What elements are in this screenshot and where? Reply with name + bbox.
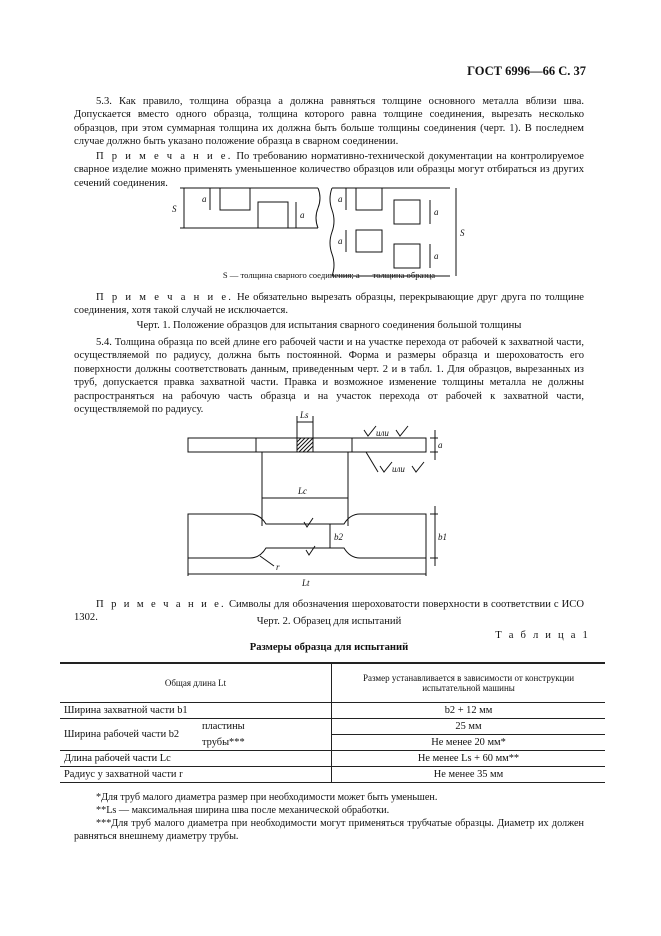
note-3-text: Символы для обозначения шероховатости поверхности в соответствии с ИСО 1302. (74, 599, 585, 624)
note-1-label: П р и м е ч а н и е. (96, 151, 233, 162)
paragraph-5-4: 5.4. Толщина образца по всей длине его рабочей части и на участке перехода от рабочей к захватной части, осуществляемой по радиусу, должна быть постоянной. Форма и размеры образца и шероховатость его поверхности должны соответствовать данным, приведенным черт. 2 и в табл. 1. Для образцов, вырезанных из труб, допускается правка захватной части. Правка и возможное изменение толщины металла не должны распространяться на рабочую часть образца и на участок перехода от рабочей к захватной части, осуществляемой по радиусу. (74, 337, 584, 416)
table-cell: Не менее 35 мм (332, 767, 606, 783)
note-1-text: По требованию нормативно-технической документации на контролируемое сварное изделие можно применять уменьшенное количество образцов или образцы могут отбираться из других сечений соединения. (74, 151, 585, 189)
fig1-right-spec-1 (356, 188, 382, 210)
table-cell: Ширина захватной части b1 (60, 703, 332, 719)
table-cell: 25 мм (332, 719, 606, 735)
table-cell: Длина рабочей части Lc (60, 751, 332, 767)
fig1-right-spec-2 (394, 200, 420, 224)
table-cell: Не менее Ls + 60 мм** (332, 751, 606, 767)
fig1-label-s-right: S (460, 228, 465, 238)
table-head-right: Размер устанавливается в зависимости от конструкции испытательной машины (332, 663, 606, 703)
fig1-right-spec-4 (394, 244, 420, 268)
fig2-label-or-1: или (376, 428, 389, 438)
table-cell: пластины (202, 721, 245, 733)
fig2-roughness-symbol-6 (306, 546, 315, 555)
fig1-label-s-left: S (172, 204, 177, 214)
fig1-label-a-3: a (338, 194, 343, 204)
fig1-right-break-line (330, 188, 334, 276)
footnote-2: **Ls — максимальная ширина шва после механической обработки. (96, 805, 390, 816)
footnote-1: *Для труб малого диаметра размер при необходимости может быть уменьшен. (96, 792, 438, 803)
fig1-left-specimen-lower (258, 202, 288, 228)
figure-1 (150, 184, 480, 282)
fig2-roughness-symbol-1 (364, 426, 376, 436)
table-cell: Радиус у захватной части r (60, 767, 332, 783)
fig2-label-lt: Lt (302, 578, 310, 588)
fig1-left-break-line (316, 188, 320, 228)
footnote-3: ***Для труб малого диаметра при необходимости могут применяться трубчатые образцы. Диаметр их должен равняться внешнему диаметру трубы. (74, 818, 584, 842)
fig1-label-a-6: a (434, 251, 439, 261)
fig1-label-a-2: a (300, 210, 305, 220)
dimensions-table (60, 662, 605, 783)
table-cell: b2 + 12 мм (332, 703, 606, 719)
fig2-label-ls: Ls (300, 410, 309, 420)
table-cell: Ширина рабочей части b2 (60, 719, 198, 751)
fig2-label-lc: Lc (298, 486, 307, 496)
figure-2 (180, 406, 450, 592)
table-row (60, 663, 605, 703)
fig2-roughness-symbol-2 (396, 426, 408, 436)
fig2-label-b2: b2 (334, 532, 343, 542)
table-row (60, 703, 605, 719)
fig2-roughness-symbol-5 (304, 518, 313, 527)
table-row (60, 751, 605, 767)
figure-2-caption: Черт. 2. Образец для испытаний (256, 616, 402, 627)
note-2-text: Не обязательно вырезать образцы, перекрывающие друг друга по толщине соединения, хотя такой случай не исключается. (74, 292, 584, 317)
paragraph-5-3: 5.3. Как правило, толщина образца a должна равняться толщине основного металла вблизи шва. Допускается вместо одного образца, толщина которого равна толщине соединения, вырезать несколько образцов, при этом суммарная толщина их должна быть больше толщины соединения (черт. 1). В последнем случае должно быть указано положение образца в сварном соединении. (74, 96, 584, 148)
fig1-label-a-4: a (338, 236, 343, 246)
fig2-label-b1: b1 (438, 532, 447, 542)
fig2-label-or-2: или (392, 464, 405, 474)
table-head-left: Общая длина Lt (60, 663, 332, 703)
note-2-label: П р и м е ч а н и е. (96, 292, 234, 303)
table-label: Т а б л и ц а 1 (495, 630, 590, 641)
note-2 (74, 291, 584, 318)
fig2-label-a: a (438, 440, 443, 450)
figure-1-legend: S — толщина сварного соединения; a — толщина образца (222, 270, 436, 280)
table-row (60, 719, 605, 735)
note-3-label: П р и м е ч а н и е. (96, 599, 226, 610)
fig1-left-specimen-upper (220, 188, 250, 210)
fig1-right-spec-3 (356, 230, 382, 252)
table-row (60, 767, 605, 783)
fig2-roughness-symbol-3 (380, 462, 392, 472)
fig1-label-a-1: a (202, 194, 207, 204)
figure-1-caption: Черт. 1. Положение образцов для испытания сварного соединения большой толщины (136, 320, 522, 331)
fig2-radius-leader (260, 556, 274, 566)
table-cell: трубы*** (198, 735, 332, 751)
fig2-label-r: r (276, 562, 280, 572)
fig1-label-a-5: a (434, 207, 439, 217)
fig2-roughness-symbol-4 (412, 462, 424, 472)
page-header: ГОСТ 6996—66 С. 37 (467, 64, 586, 78)
table-title: Размеры образца для испытаний (249, 642, 409, 653)
table-cell: Не менее 20 мм* (332, 735, 606, 751)
